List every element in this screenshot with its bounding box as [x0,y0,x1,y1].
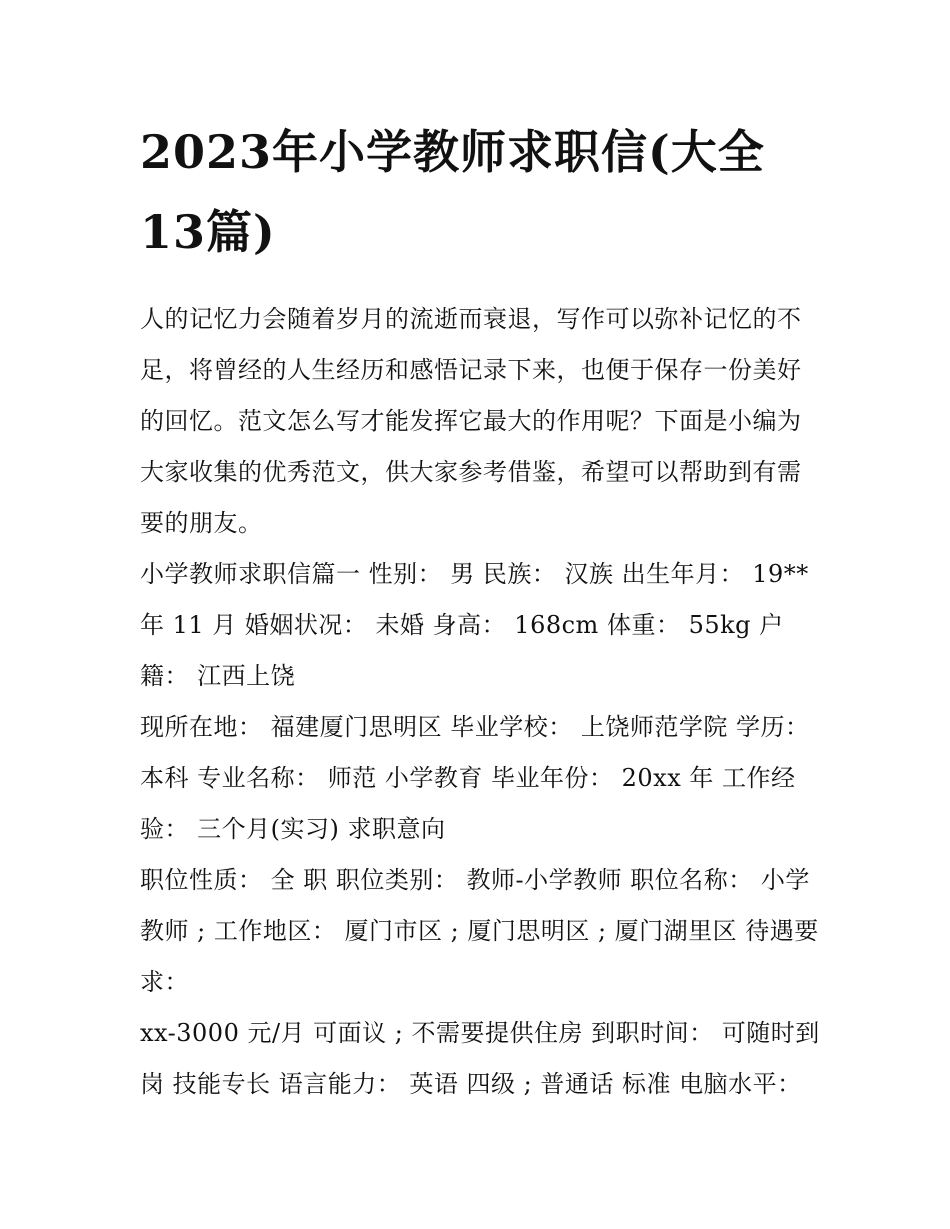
education-paragraph: 现所在地： 福建厦门思明区 毕业学校： 上饶师范学院 学历： 本科 专业名称： 师范 小学教育 毕业年份： 20xx 年 工作经验： 三个月(实习) 求职意向 [140,713,810,843]
skills-paragraph: xx-3000 元/月 可面议 ; 不需要提供住房 到职时间： 可随时到岗 技能专长 语言能力： 英语 四级 ; 普通话 标准 电脑水平： [140,1019,820,1098]
personal-info-paragraph: 小学教师求职信篇一 性别： 男 民族： 汉族 出生年月： 19** 年 11 月 婚姻状况： 未婚 身高： 168cm 体重： 55kg 户籍： 江西上饶 [140,560,809,690]
document-title: 2023年小学教师求职信(大全13篇) [140,125,765,259]
document-page [140,112,820,1110]
intro-paragraph: 人的记忆力会随着岁月的流逝而衰退，写作可以弥补记忆的不足，将曾经的人生经历和感悟记录下来，也便于保存一份美好的回忆。范文怎么写才能发挥它最大的作用呢？下面是小编为大家收集的优秀范文，供大家参考借鉴，希望可以帮助到有需要的朋友。 [140,305,802,537]
job-intention-paragraph: 职位性质： 全 职 职位类别： 教师-小学教师 职位名称： 小学教师 ; 工作地区： 厦门市区 ; 厦门思明区 ; 厦门湖里区 待遇要求： [140,866,819,996]
